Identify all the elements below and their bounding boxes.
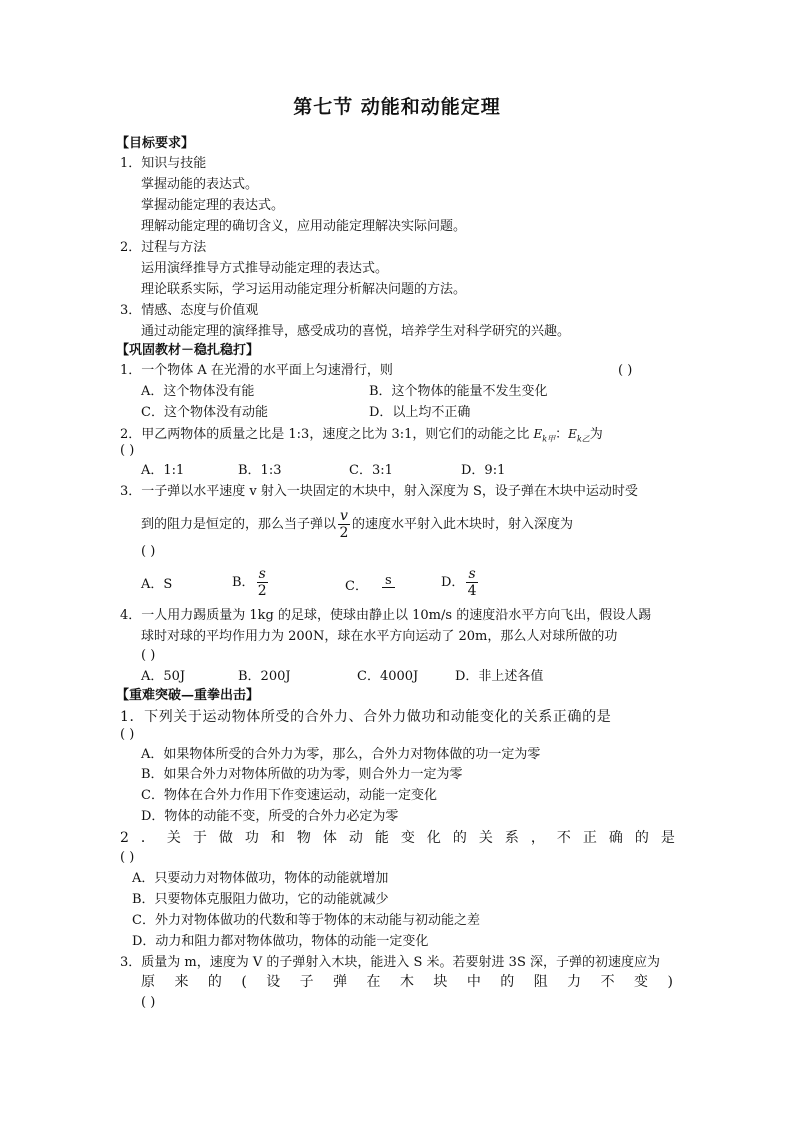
answer-blank: ( ) xyxy=(120,443,135,458)
option-c: C．外力对物体做功的代数和等于物体的末动能与初动能之差 xyxy=(132,913,480,928)
question-1 xyxy=(120,361,393,381)
spaced-char: 阻 xyxy=(533,974,548,990)
question-stem: 1．一个物体 A 在光滑的水平面上匀速滑行，则 xyxy=(120,363,393,378)
question-3: 3．一子弹以水平速度 v 射入一块固定的木块中，射入深度为 S，设子弹在木块中运动时受 xyxy=(120,484,638,499)
goal-3-item: 通过动能定理的演绎推导，感受成功的喜悦，培养学生对科学研究的兴趣。 xyxy=(141,324,571,339)
option-c: C．这个物体没有动能 xyxy=(141,405,268,420)
goal-1-item: 理解动能定理的确切含义，应用动能定理解决实际问题。 xyxy=(141,219,467,234)
answer-blank: ( ) xyxy=(141,995,156,1010)
spaced-char: 来 xyxy=(174,974,189,990)
question-stem: 2．甲乙两物体的质量之比是 1:3，速度之比为 3:1，则它们的动能之比 xyxy=(120,427,530,442)
goal-1-item: 掌握动能定理的表达式。 xyxy=(141,198,285,213)
question-2: 2．甲乙两物体的质量之比是 1:3，速度之比为 3:1，则它们的动能之比 $E_{k甲}$：$E_{k乙}$为 xyxy=(120,427,603,444)
option-d: D．9:1 xyxy=(461,463,506,478)
goal-1-heading: 1．知识与技能 xyxy=(120,156,207,171)
option-a: A．这个物体没有能 xyxy=(141,384,255,399)
spaced-char: ) xyxy=(667,974,673,990)
spaced-char: 的 xyxy=(452,830,467,846)
fraction-v-over-2: $\frac{v}{2}$ xyxy=(339,508,349,541)
spaced-char: ， xyxy=(530,830,545,846)
option-c: C．3:1 xyxy=(349,463,393,478)
question-r1: 1．下列关于运动物体所受的合外力、合外力做功和动能变化的关系正确的是 xyxy=(120,709,612,725)
section-heading-breakthrough: 【重难突破—重拳出击】 xyxy=(116,688,260,703)
spaced-char: 是 xyxy=(660,830,675,846)
option-b: B．如果合外力对物体所做的功为零，则合外力一定为零 xyxy=(141,767,463,782)
spaced-char: 弹 xyxy=(333,974,348,990)
option-b: B．只要物体克服阻力做功，它的动能就减少 xyxy=(132,892,389,907)
option-c: C．4000J xyxy=(357,669,419,684)
answer-blank: ( ) xyxy=(141,648,156,663)
spaced-char: 木 xyxy=(399,974,414,990)
spaced-char: 动 xyxy=(348,830,363,846)
spaced-char: 设 xyxy=(266,974,281,990)
option-d: D． $\frac{s}{4}$ xyxy=(441,566,477,599)
spaced-char: 原 xyxy=(141,974,155,990)
spaced-char: 变 xyxy=(634,974,649,990)
spaced-char: ． xyxy=(140,830,155,846)
option-c: C．物体在合外力作用下作变速运动，动能一定变化 xyxy=(141,788,437,803)
spaced-char: 做 xyxy=(218,830,233,846)
option-c: C． s xyxy=(345,575,395,597)
question-4: 4．一人用力踢质量为 1kg 的足球，使球由静止以 10m/s 的速度沿水平方向飞出，假设人踢 xyxy=(120,608,652,623)
spaced-char: ( xyxy=(241,974,247,990)
option-b: B．1:3 xyxy=(238,463,282,478)
spaced-char: 中 xyxy=(466,974,481,990)
goal-2-heading: 2．过程与方法 xyxy=(120,240,207,255)
goal-2-item: 运用演绎推导方式推导动能定理的表达式。 xyxy=(141,261,389,276)
spaced-char: 确 xyxy=(608,830,623,846)
spaced-char: 物 xyxy=(296,830,311,846)
answer-blank: ( ) xyxy=(141,544,156,559)
section-heading-goals: 【目标要求】 xyxy=(116,136,195,151)
spaced-char: 正 xyxy=(582,830,597,846)
answer-blank: ( ) xyxy=(120,727,135,742)
question-4-cont: 球时对球的平均作用力为 200N，球在水平方向运动了 20m，那么人对球所做的功 xyxy=(141,629,618,644)
section-heading-consolidate: 【巩固教材－稳扎稳打】 xyxy=(116,343,260,358)
spaced-char: 变 xyxy=(400,830,415,846)
page-title: 第七节 动能和动能定理 xyxy=(293,96,501,118)
option-d: D．物体的动能不变，所受的合外力必定为零 xyxy=(141,809,399,824)
question-3-cont: 到的阻力是恒定的，那么当子弹以 $\frac{v}{2}$ 的速度水平射入此木块时，射入深度为 xyxy=(141,508,573,541)
spaced-char: 系 xyxy=(504,830,519,846)
spaced-char: 能 xyxy=(374,830,389,846)
option-a: A．只要动力对物体做功，物体的动能就增加 xyxy=(132,871,389,886)
question-r2 xyxy=(120,828,675,848)
spaced-char: 块 xyxy=(433,974,448,990)
option-b: B． $\frac{s}{2}$ xyxy=(232,566,267,599)
spaced-char: 和 xyxy=(270,830,285,846)
spaced-char: 2 xyxy=(120,830,129,846)
spaced-char: 体 xyxy=(322,830,337,846)
spaced-char: 在 xyxy=(366,974,381,990)
ek-symbol: $E_{k乙}$ xyxy=(568,427,590,444)
spaced-char: 不 xyxy=(556,830,571,846)
spaced-char: 的 xyxy=(500,974,515,990)
ek-symbol: $E_{k甲}$ xyxy=(533,427,556,444)
spaced-char: 不 xyxy=(600,974,615,990)
spaced-char: 关 xyxy=(478,830,493,846)
option-b: B．这个物体的能量不发生变化 xyxy=(369,384,548,399)
goal-2-item: 理论联系实际，学习运用动能定理分析解决问题的方法。 xyxy=(141,282,467,297)
spaced-char: 关 xyxy=(166,830,181,846)
option-a: A．50J xyxy=(141,669,186,684)
goal-1-item: 掌握动能的表达式。 xyxy=(141,177,259,192)
option-d: D．以上均不正确 xyxy=(369,405,471,420)
spaced-char: 于 xyxy=(192,830,207,846)
question-r3-cont xyxy=(141,972,673,992)
goal-3-heading: 3．情感、态度与价值观 xyxy=(120,303,259,318)
question-r3: 3．质量为 m，速度为 V 的子弹射入木块，能进入 S 米。若要射进 3S 深，子弹的初速度应为 xyxy=(120,955,660,970)
spaced-char: 的 xyxy=(207,974,222,990)
spaced-char: 功 xyxy=(244,830,259,846)
answer-blank: ( ) xyxy=(618,363,633,378)
spaced-char: 力 xyxy=(567,974,582,990)
option-d: D．非上述各值 xyxy=(455,669,544,684)
spaced-char: 子 xyxy=(299,974,314,990)
option-a: A．如果物体所受的合外力为零，那么，合外力对物体做的功一定为零 xyxy=(141,747,541,762)
option-d: D．动力和阻力都对物体做功，物体的动能一定变化 xyxy=(132,934,429,949)
option-b: B．200J xyxy=(238,669,291,684)
spaced-char: 的 xyxy=(634,830,649,846)
option-a: A．S xyxy=(141,577,173,592)
answer-blank: ( ) xyxy=(120,850,135,865)
spaced-char: 化 xyxy=(426,830,441,846)
option-a: A．1:1 xyxy=(141,463,185,478)
